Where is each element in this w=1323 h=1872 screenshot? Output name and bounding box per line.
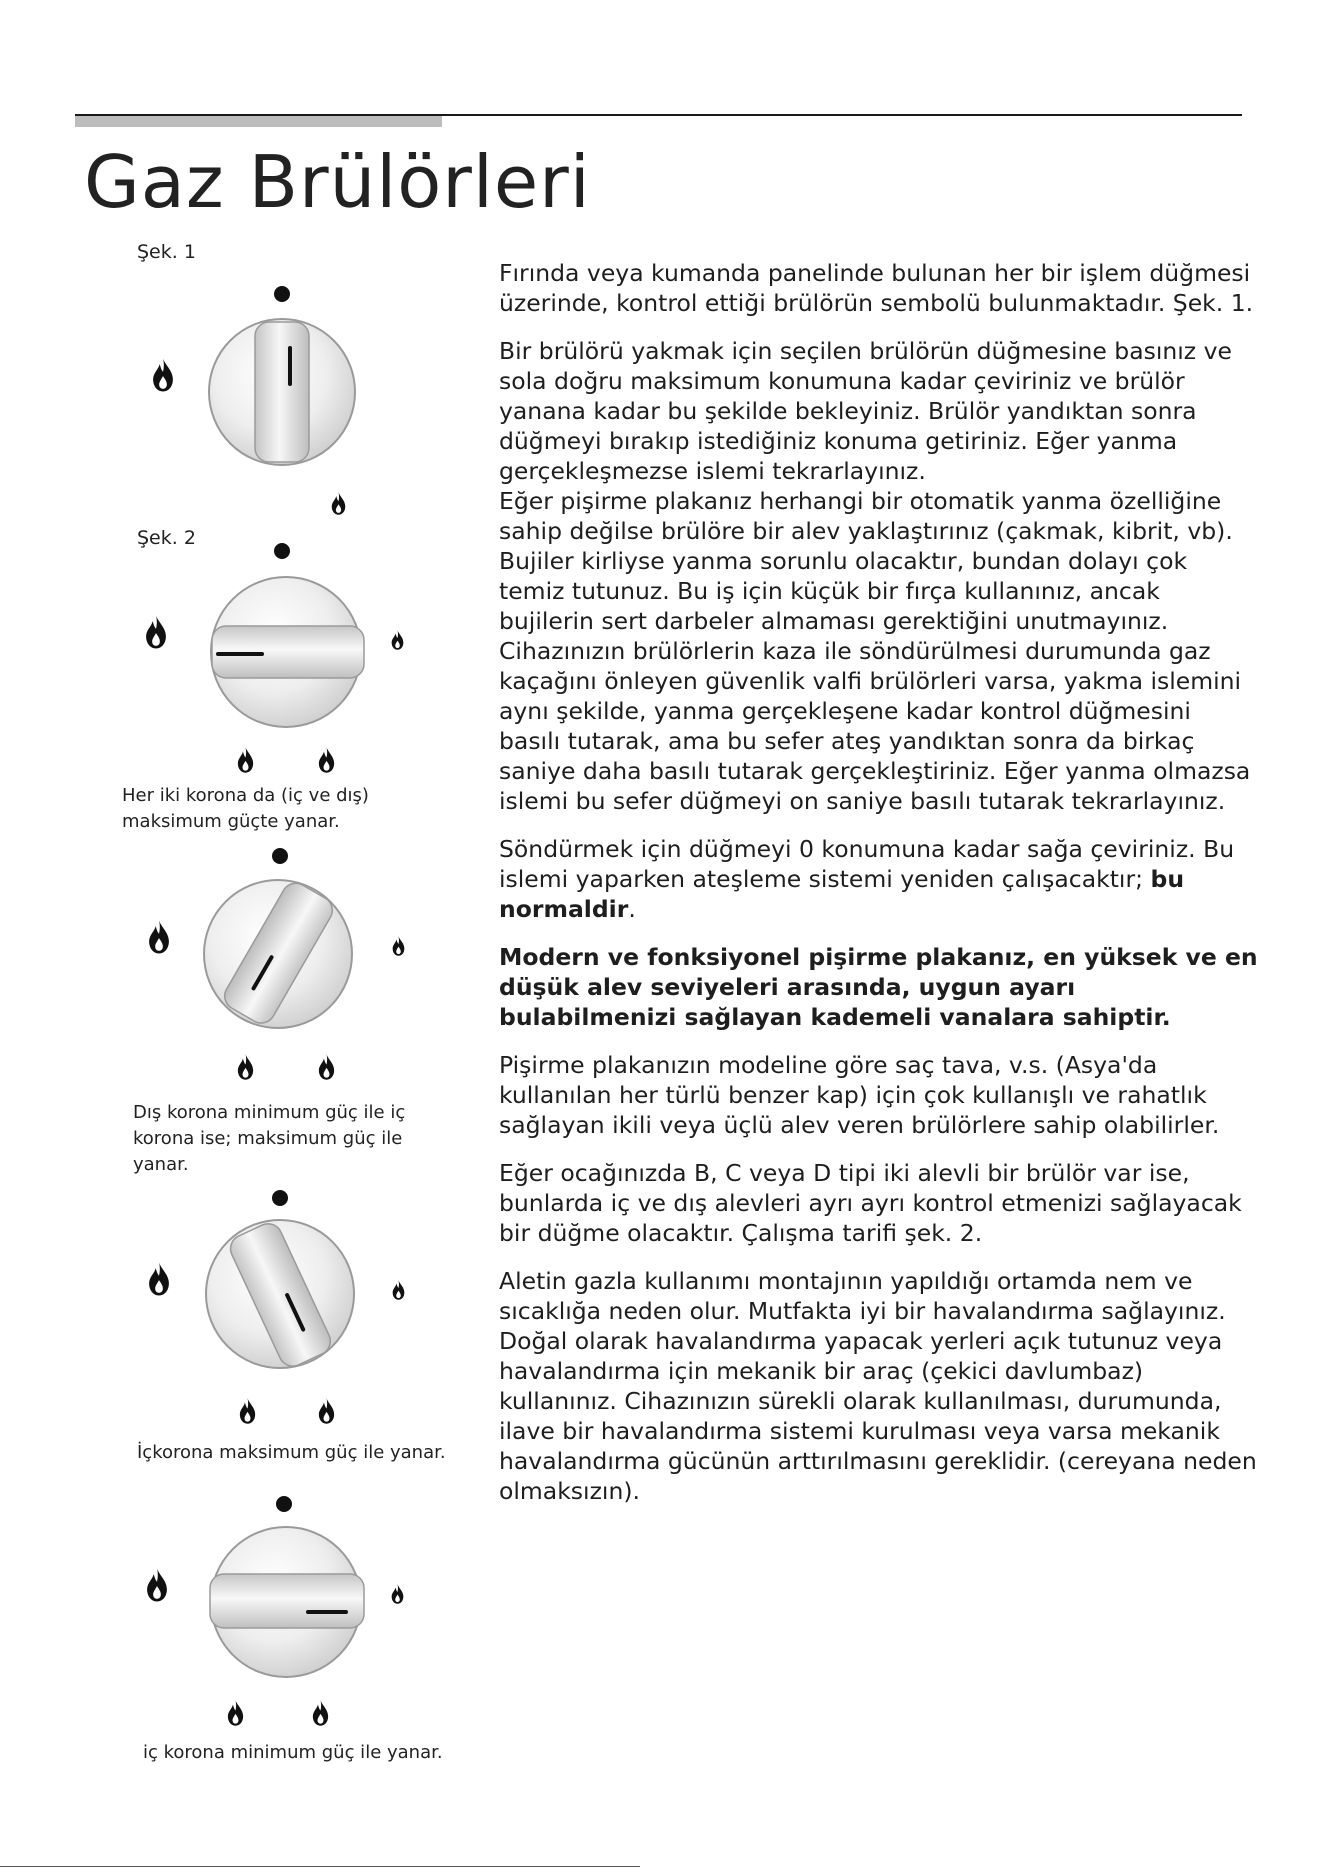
paragraph-4-emphasis: bu normaldir: [499, 865, 1185, 923]
top-rule-accent: [75, 116, 442, 127]
large-flame-icon: [149, 921, 169, 954]
position-dot-icon: [274, 543, 290, 559]
figure-1-label: Şek. 1: [137, 241, 196, 263]
caption-both-max: Her iki korona da (iç ve dış) maksimum güçte yanar.: [122, 785, 369, 832]
knob-figure-1: [140, 280, 380, 550]
inner-flame-icon: [238, 1054, 253, 1080]
caption-inner-max: İçkorona maksimum güç ile yanar.: [137, 1442, 446, 1463]
body-text: [499, 258, 1259, 1524]
inner-flame-icon: [238, 747, 253, 773]
inner-flame-icon: [240, 1398, 255, 1424]
knob-figure-2: [140, 535, 420, 780]
knob-figure-4: [140, 1186, 420, 1431]
paragraph-8: Aletin gazla kullanımı montajının yapıldığı ortamda nem ve sıcaklığa neden olur. Mutfakta iyi bir havalandırma sağlayınız. Doğal olarak havalandırma yapacak yerleri açık tutunuz veya havalandırma için mekanik bir araç (çekici davlumbaz) kullanınız. Cihazınızın sürekli olarak kullanılması, durumunda, ilave bir havalandırma sistemi kurulması veya varsa mekanik havalandırma gücünün arttırılmasını gereklidir. (cereyana neden olmaksızın).: [499, 1267, 1257, 1505]
outer-flame-icon: [319, 1398, 334, 1424]
small-flame-icon: [332, 492, 346, 515]
paragraph-4-text: Söndürmek için düğmeyi 0 konumuna kadar sağa çeviriniz. Bu islemi yaparken ateşleme sistemi yeniden çalışacaktır;: [499, 835, 1235, 893]
caption-inner-min: iç korona minimum güç ile yanar.: [143, 1742, 443, 1763]
large-flame-icon: [153, 359, 173, 392]
figure-2-label: Şek. 2: [137, 527, 196, 549]
position-dot-icon: [272, 848, 288, 864]
position-dot-icon: [272, 1190, 288, 1206]
paragraph-7: Eğer ocağınızda B, C veya D tipi iki alevli bir brülör var ise, bunlarda iç ve dış alevleri ayrı ayrı kontrol etmenizi sağlayacak bir düğme olacaktır. Çalışma tarifi şek. 2.: [499, 1159, 1242, 1247]
large-flame-icon: [147, 1569, 167, 1602]
caption-outer-min: Dış korona minimum güç ile iç korona ise; maksimum güç ile yanar.: [133, 1102, 406, 1175]
small-flame-icon: [392, 1584, 404, 1604]
position-dot-icon: [276, 1496, 292, 1512]
small-flame-icon: [393, 936, 405, 956]
outer-flame-icon: [319, 1054, 334, 1080]
paragraph-4-end: .: [628, 895, 636, 923]
large-flame-icon: [149, 1263, 169, 1296]
paragraph-2: Bir brülörü yakmak için seçilen brülörün düğmesine basınız ve sola doğru maksimum konumuna kadar çeviriniz ve brülör yanana kadar bu şekilde bekleyiniz. Brülör yandıktan sonra düğmeyi bırakıp istediğiniz konuma getiriniz. Eğer yanma gerçekleşmezse islemi tekrarlayınız.: [499, 337, 1232, 485]
knob-figure-3: [140, 842, 420, 1087]
page-title: Gaz Brülörleri: [84, 140, 591, 224]
outer-flame-icon: [319, 747, 334, 773]
small-flame-icon: [393, 1280, 405, 1300]
knob-figure-5: [140, 1490, 420, 1735]
paragraph-5: Modern ve fonksiyonel pişirme plakanız, en yüksek ve en düşük alev seviyeleri arasında, uygun ayarı bulabilmenizi sağlayan kademeli vanalara sahiptir.: [499, 943, 1258, 1031]
outer-flame-icon: [313, 1700, 328, 1726]
bottom-rule: [0, 1866, 640, 1867]
large-flame-icon: [146, 616, 166, 649]
paragraph-4: [499, 834, 1259, 924]
position-dot-icon: [274, 286, 290, 302]
paragraph-3: Eğer pişirme plakanız herhangi bir otomatik yanma özelliğine sahip değilse brülöre bir alev yaklaştırınız (çakmak, kibrit, vb). Bujiler kirliyse yanma sorunlu olacaktır, bundan dolayı çok temiz tutunuz. Bu iş için küçük bir fırça kullanınız, ancak bujilerin sert darbeler almaması gerektiğini unutmayınız. Cihazınızın brülörlerin kaza ile söndürülmesi durumunda gaz kaçağını önleyen güvenlik valfi brülörleri varsa, yakma islemini aynı şekilde, yanma gerçekleşene kadar kontrol düğmesini basılı tutarak, ama bu sefer ateş yandıktan sonra da birkaç saniye daha basılı tutarak gerçekleştiriniz. Eğer yanma olmazsa islemi bu sefer düğmeyi on saniye basılı tutarak tekrarlayınız.: [499, 487, 1251, 815]
paragraph-6: Pişirme plakanızın modeline göre saç tava, v.s. (Asya'da kullanılan her türlü benzer kap) için çok kullanışlı ve rahatlık sağlayan ikili veya üçlü alev veren brülörlere sahip olabilirler.: [499, 1051, 1220, 1139]
inner-flame-icon: [228, 1700, 243, 1726]
small-flame-icon: [392, 630, 404, 650]
paragraph-1: Fırında veya kumanda panelinde bulunan her bir işlem düğmesi üzerinde, kontrol ettiği brülörün sembolü bulunmaktadır. Şek. 1.: [499, 259, 1254, 317]
